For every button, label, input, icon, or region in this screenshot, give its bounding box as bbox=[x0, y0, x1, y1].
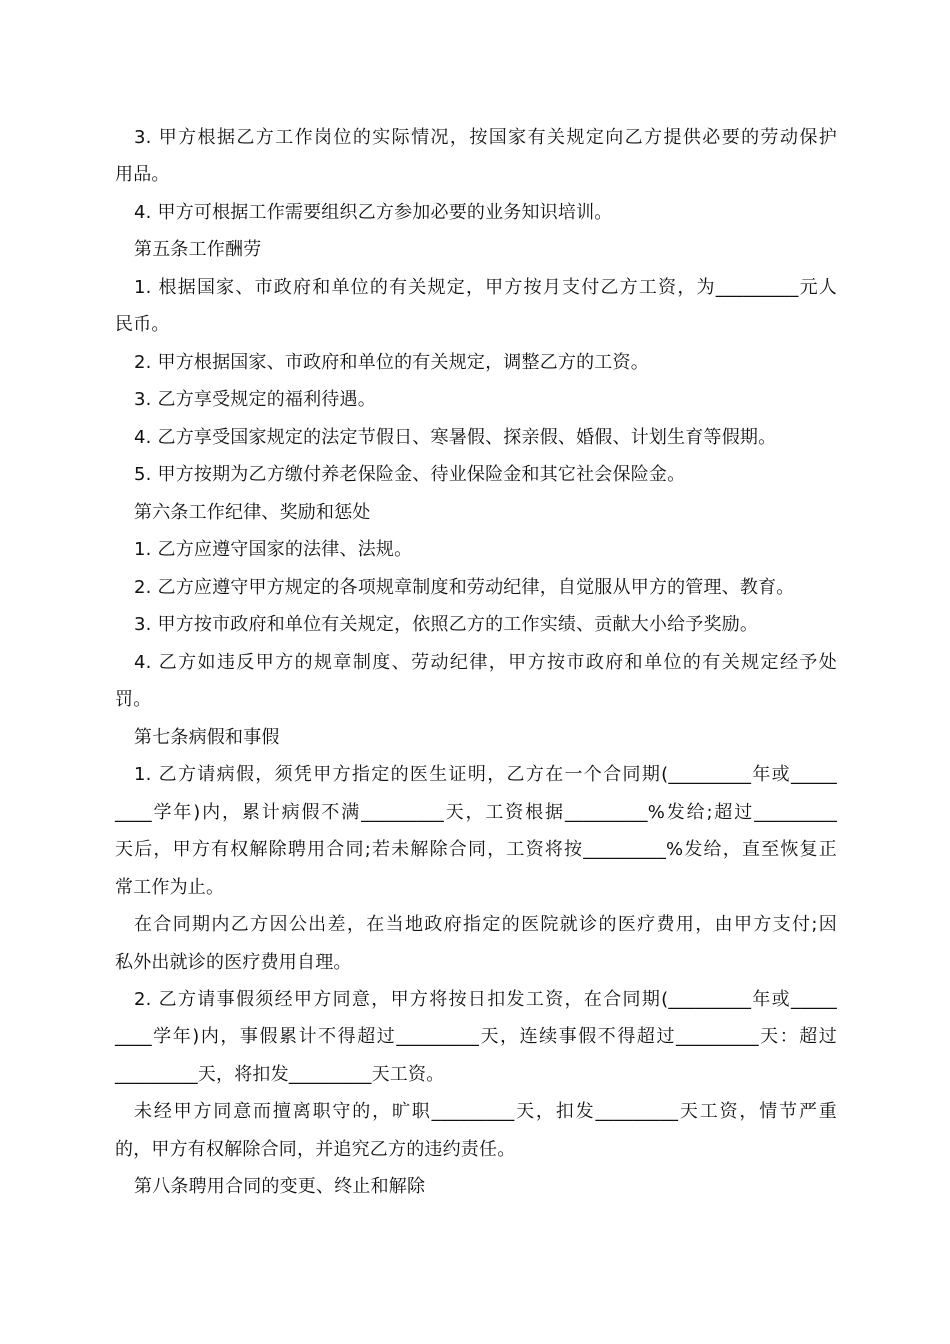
text-line: 罚。 bbox=[115, 689, 152, 710]
text-line: _________天，将扣发_________天工资。 bbox=[115, 1064, 445, 1085]
text-line: 2. 乙方应遵守甲方规定的各项规章制度和劳动纪律，自觉服从甲方的管理、教育。 bbox=[134, 577, 795, 598]
text-line: 用品。 bbox=[115, 164, 170, 185]
section-heading: 第八条聘用合同的变更、终止和解除 bbox=[134, 1176, 426, 1197]
text-line: 4. 甲方可根据工作需要组织乙方参加必要的业务知识培训。 bbox=[134, 202, 613, 223]
text-line: 1. 乙方请病假，须凭甲方指定的医生证明，乙方在一个合同期(_________年或_____ bbox=[134, 764, 837, 785]
text-line: 的，甲方有权解除合同，并追究乙方的违约责任。 bbox=[115, 1139, 516, 1160]
text-line: 3. 乙方享受规定的福利待遇。 bbox=[134, 389, 376, 410]
text-line: 5. 甲方按期为乙方缴付养老保险金、待业保险金和其它社会保险金。 bbox=[134, 464, 686, 485]
text-line: 4. 乙方如违反甲方的规章制度、劳动纪律，甲方按市政府和单位的有关规定经予处 bbox=[134, 652, 837, 673]
section-heading: 第五条工作酬劳 bbox=[134, 239, 262, 260]
text-line: 私外出就诊的医疗费用自理。 bbox=[115, 952, 352, 973]
text-line: 2. 甲方根据国家、市政府和单位的有关规定，调整乙方的工资。 bbox=[134, 352, 649, 373]
section-heading: 第六条工作纪律、奖励和惩处 bbox=[134, 502, 371, 523]
text-line: 4. 乙方享受国家规定的法定节假日、寒暑假、探亲假、婚假、计划生育等假期。 bbox=[134, 427, 777, 448]
text-line: 天后，甲方有权解除聘用合同;若未解除合同，工资将按_________%发给，直至恢复正 bbox=[115, 839, 837, 860]
text-line: 1. 根据国家、市政府和单位的有关规定，甲方按月支付乙方工资，为_________元人 bbox=[134, 277, 837, 298]
text-line: 常工作为止。 bbox=[115, 877, 225, 898]
text-line: 在合同期内乙方因公出差，在当地政府指定的医院就诊的医疗费用，由甲方支付;因 bbox=[134, 914, 837, 935]
text-line: 1. 乙方应遵守国家的法律、法规。 bbox=[134, 539, 413, 560]
text-line: 2. 乙方请事假须经甲方同意，甲方将按日扣发工资，在合同期(_________年或_____ bbox=[134, 989, 837, 1010]
text-line: 3. 甲方根据乙方工作岗位的实际情况，按国家有关规定向乙方提供必要的劳动保护 bbox=[134, 127, 837, 148]
text-line: ____学年)内，事假累计不得超过_________天，连续事假不得超过_________天：超过 bbox=[115, 1026, 837, 1047]
text-line: 民币。 bbox=[115, 314, 170, 335]
text-line: 未经甲方同意而擅离职守的，旷职_________天，扣发_________天工资，情节严重 bbox=[134, 1101, 837, 1122]
text-line: ____学年)内，累计病假不满_________天，工资根据_________%发给;超过_________ bbox=[115, 802, 837, 823]
text-line: 3. 甲方按市政府和单位有关规定，依照乙方的工作实绩、贡献大小给予奖励。 bbox=[134, 614, 759, 635]
section-heading: 第七条病假和事假 bbox=[134, 727, 280, 748]
